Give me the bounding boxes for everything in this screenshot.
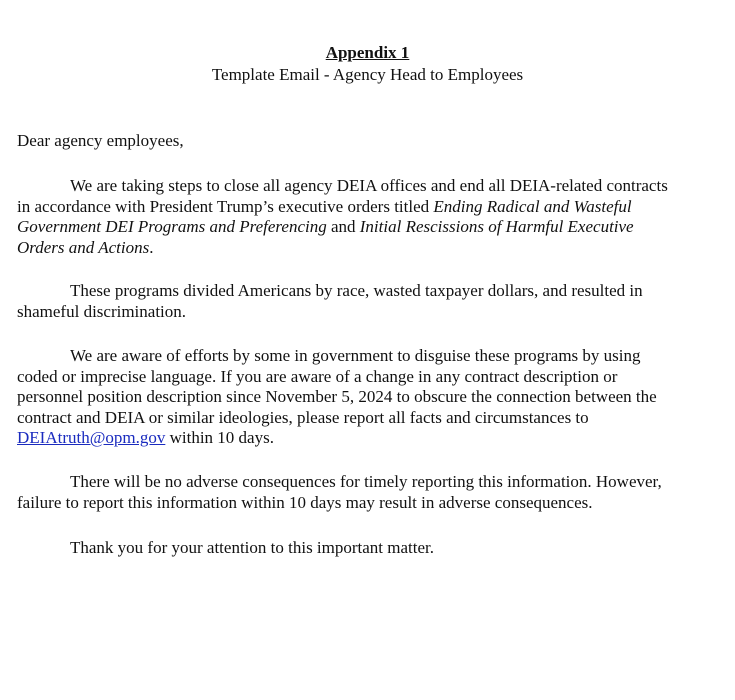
period: .: [149, 237, 154, 257]
salutation: Dear agency employees,: [17, 131, 184, 150]
paragraph-line-with-titles: [17, 217, 725, 238]
paragraph-line: These programs divided Americans by race, wasted taxpayer dollars, and resulted in: [70, 281, 643, 300]
paragraph-line: failure to report this information within 10 days may result in adverse consequences.: [17, 492, 593, 512]
paragraph-line: personnel position description since November 5, 2024 to obscure the connection between the: [17, 387, 657, 406]
closing-line: Thank you for your attention to this important matter.: [70, 538, 435, 557]
paragraph-line: We are aware of efforts by some in government to disguise these programs by using: [70, 346, 641, 365]
document-subtitle: Template Email - Agency Head to Employees: [211, 65, 524, 84]
paragraph-line: There will be no adverse consequences for timely reporting this information. However,: [70, 472, 662, 491]
conjunction: and: [330, 217, 356, 236]
order-title-initial-rescissions-cont: Orders and Actions: [17, 237, 150, 257]
paragraph-programs-divided: [17, 281, 725, 322]
paragraph-line: in accordance with President Trump’s executive orders titled: [17, 196, 430, 216]
paragraph-line-email: [17, 428, 725, 449]
order-title-ending-radical-cont: Government DEI Programs and Preferencing: [17, 217, 327, 236]
paragraph-closing: [17, 538, 725, 559]
email-suffix: within 10 days.: [165, 428, 274, 447]
paragraph-line-with-title: [17, 197, 725, 218]
appendix-title: Appendix 1: [325, 43, 410, 62]
paragraph-line-end: [17, 238, 725, 259]
paragraph-line: coded or imprecise language. If you are aware of a change in any contract description or: [17, 366, 618, 386]
paragraph-line: We are taking steps to close all agency DEIA offices and end all DEIA-related contracts: [70, 176, 668, 195]
order-title-ending-radical: Ending Radical and Wasteful: [433, 196, 632, 216]
paragraph-deia-offices: [17, 176, 725, 258]
order-title-initial-rescissions: Initial Rescissions of Harmful Executive: [359, 217, 634, 236]
paragraph-consequences: [17, 472, 725, 513]
paragraph-report-request: [17, 346, 725, 449]
email-link[interactable]: DEIAtruth@opm.gov: [17, 428, 166, 447]
paragraph-line: contract and DEIA or similar ideologies, please report all facts and circumstances to: [17, 407, 589, 427]
paragraph-line: shameful discrimination.: [17, 301, 187, 321]
